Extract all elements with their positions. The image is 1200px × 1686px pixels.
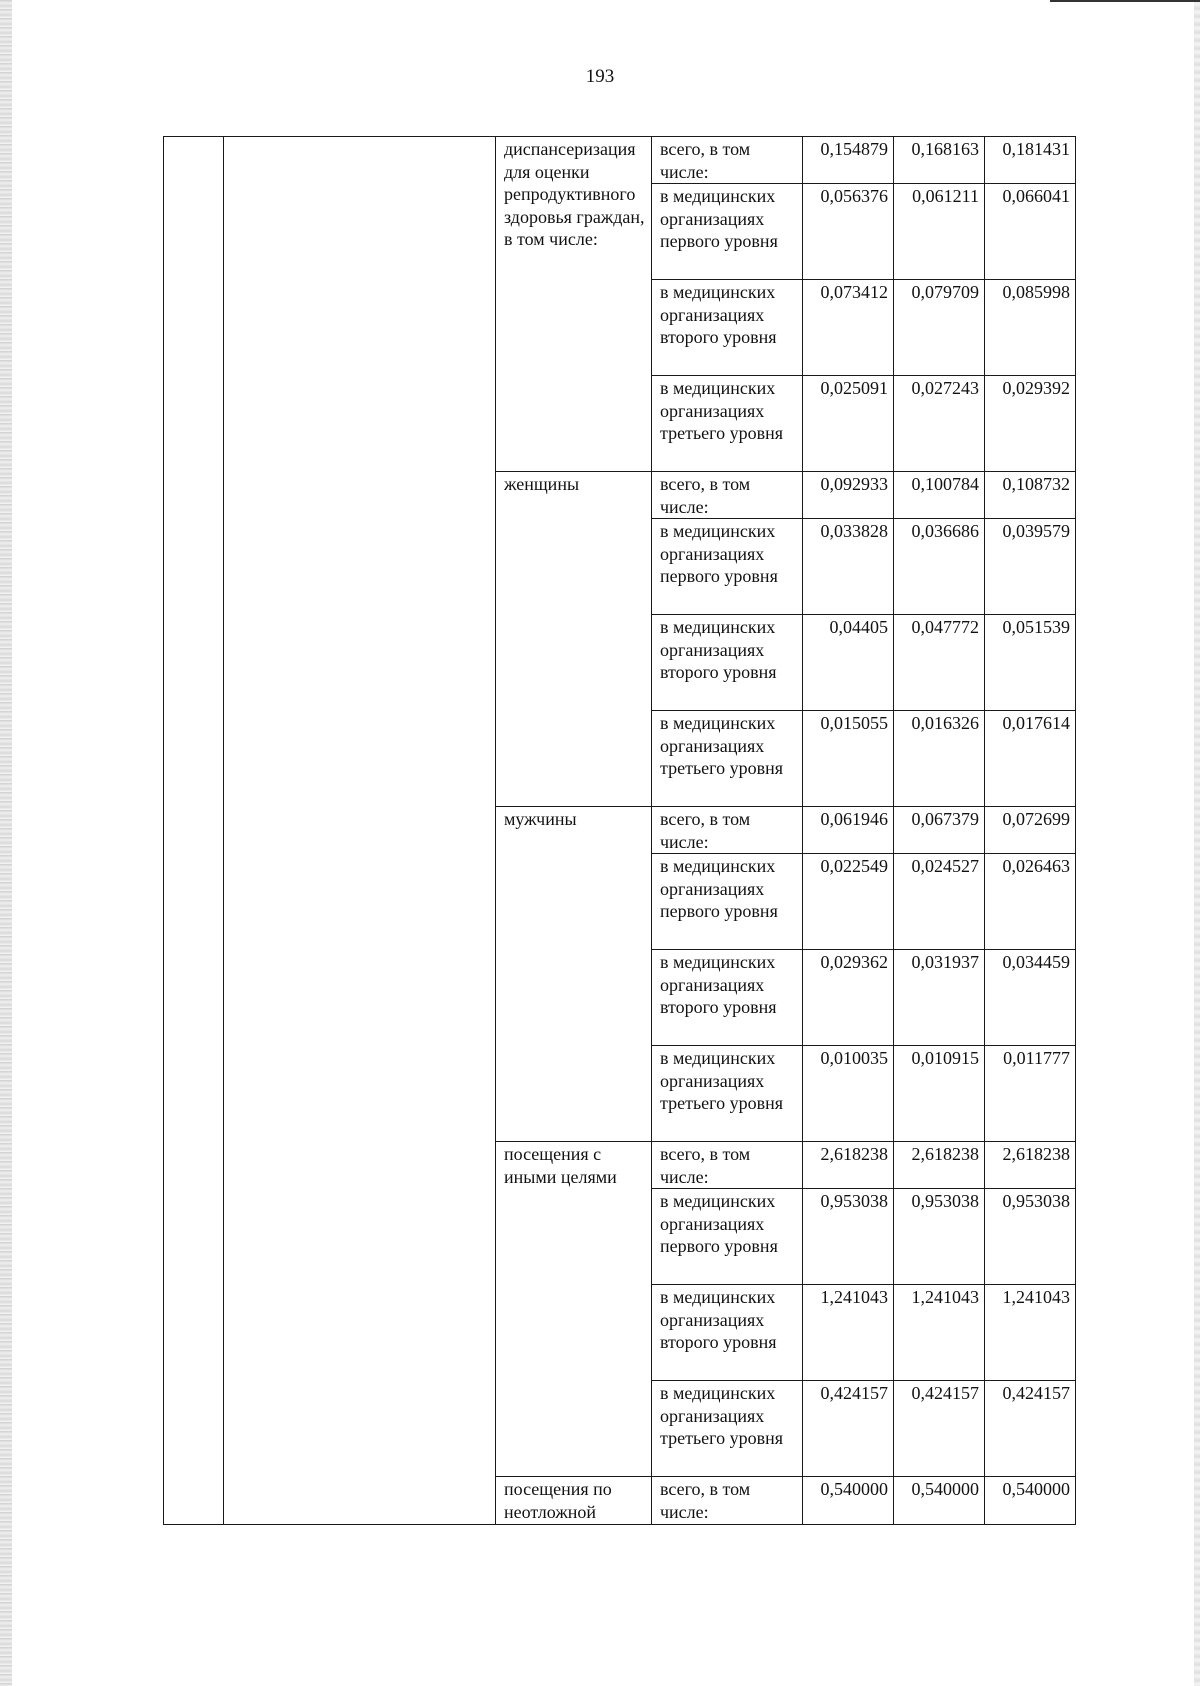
group-label: мужчины <box>496 807 652 1142</box>
value-cell: 0,039579 <box>985 519 1076 615</box>
value-cell: 0,061211 <box>894 184 985 280</box>
row-label: в медицинских организациях первого уровня <box>652 854 803 950</box>
value-cell: 0,056376 <box>803 184 894 280</box>
value-cell: 0,108732 <box>985 472 1076 519</box>
value-cell: 0,061946 <box>803 807 894 854</box>
row-label: в медицинских организациях третьего уровня <box>652 711 803 807</box>
value-cell: 0,022549 <box>803 854 894 950</box>
value-cell: 0,953038 <box>894 1189 985 1285</box>
value-cell: 0,067379 <box>894 807 985 854</box>
value-cell: 1,241043 <box>894 1285 985 1381</box>
value-cell: 0,168163 <box>894 137 985 184</box>
group-label: посещения с иными целями <box>496 1142 652 1477</box>
value-cell: 1,241043 <box>985 1285 1076 1381</box>
value-cell: 0,540000 <box>894 1477 985 1525</box>
row-label: в медицинских организациях третьего уровня <box>652 1046 803 1142</box>
value-cell: 0,953038 <box>803 1189 894 1285</box>
row-label: в медицинских организациях второго уровня <box>652 280 803 376</box>
value-cell: 0,085998 <box>985 280 1076 376</box>
row-label: всего, в том числе: <box>652 807 803 854</box>
blank-column-1 <box>164 137 224 1525</box>
value-cell: 0,181431 <box>985 137 1076 184</box>
value-cell: 0,424157 <box>985 1381 1076 1477</box>
value-cell: 0,010915 <box>894 1046 985 1142</box>
value-cell: 0,036686 <box>894 519 985 615</box>
value-cell: 0,029392 <box>985 376 1076 472</box>
value-cell: 0,034459 <box>985 950 1076 1046</box>
value-cell: 0,027243 <box>894 376 985 472</box>
value-cell: 0,033828 <box>803 519 894 615</box>
value-cell: 0,092933 <box>803 472 894 519</box>
row-label: в медицинских организациях второго уровня <box>652 615 803 711</box>
value-cell: 0,025091 <box>803 376 894 472</box>
data-table <box>163 136 1076 1525</box>
value-cell: 2,618238 <box>894 1142 985 1189</box>
row-label: в медицинских организациях первого уровня <box>652 184 803 280</box>
value-cell: 2,618238 <box>803 1142 894 1189</box>
value-cell: 0,011777 <box>985 1046 1076 1142</box>
value-cell: 1,241043 <box>803 1285 894 1381</box>
row-label: в медицинских организациях третьего уровня <box>652 376 803 472</box>
blank-column-2 <box>224 137 496 1525</box>
row-label: в медицинских организациях второго уровня <box>652 950 803 1046</box>
value-cell: 0,051539 <box>985 615 1076 711</box>
value-cell: 0,953038 <box>985 1189 1076 1285</box>
value-cell: 0,015055 <box>803 711 894 807</box>
value-cell: 0,540000 <box>803 1477 894 1525</box>
row-label: в медицинских организациях третьего уровня <box>652 1381 803 1477</box>
row-label: в медицинских организациях второго уровня <box>652 1285 803 1381</box>
group-label: посещения по неотложной <box>496 1477 652 1525</box>
value-cell: 0,029362 <box>803 950 894 1046</box>
value-cell: 0,047772 <box>894 615 985 711</box>
row-label: в медицинских организациях первого уровня <box>652 519 803 615</box>
page-number: 193 <box>585 66 615 87</box>
value-cell: 0,017614 <box>985 711 1076 807</box>
value-cell: 0,010035 <box>803 1046 894 1142</box>
value-cell: 0,154879 <box>803 137 894 184</box>
top-rule <box>1050 0 1200 2</box>
row-label: в медицинских организациях первого уровня <box>652 1189 803 1285</box>
row-label: всего, в том числе: <box>652 1477 803 1525</box>
row-label: всего, в том числе: <box>652 137 803 184</box>
value-cell: 0,073412 <box>803 280 894 376</box>
value-cell: 0,066041 <box>985 184 1076 280</box>
group-label: женщины <box>496 472 652 807</box>
scan-edge-left <box>0 0 12 1686</box>
row-label: всего, в том числе: <box>652 472 803 519</box>
value-cell: 0,100784 <box>894 472 985 519</box>
value-cell: 0,072699 <box>985 807 1076 854</box>
value-cell: 0,026463 <box>985 854 1076 950</box>
table-row <box>164 137 1076 184</box>
row-label: всего, в том числе: <box>652 1142 803 1189</box>
value-cell: 2,618238 <box>985 1142 1076 1189</box>
group-label: диспансеризация для оценки репродуктивного здоровья граждан, в том числе: <box>496 137 652 472</box>
scan-edge-right <box>1194 0 1200 1686</box>
value-cell: 0,079709 <box>894 280 985 376</box>
value-cell: 0,04405 <box>803 615 894 711</box>
value-cell: 0,016326 <box>894 711 985 807</box>
value-cell: 0,031937 <box>894 950 985 1046</box>
value-cell: 0,540000 <box>985 1477 1076 1525</box>
value-cell: 0,024527 <box>894 854 985 950</box>
table-body <box>164 137 1076 1525</box>
value-cell: 0,424157 <box>894 1381 985 1477</box>
value-cell: 0,424157 <box>803 1381 894 1477</box>
